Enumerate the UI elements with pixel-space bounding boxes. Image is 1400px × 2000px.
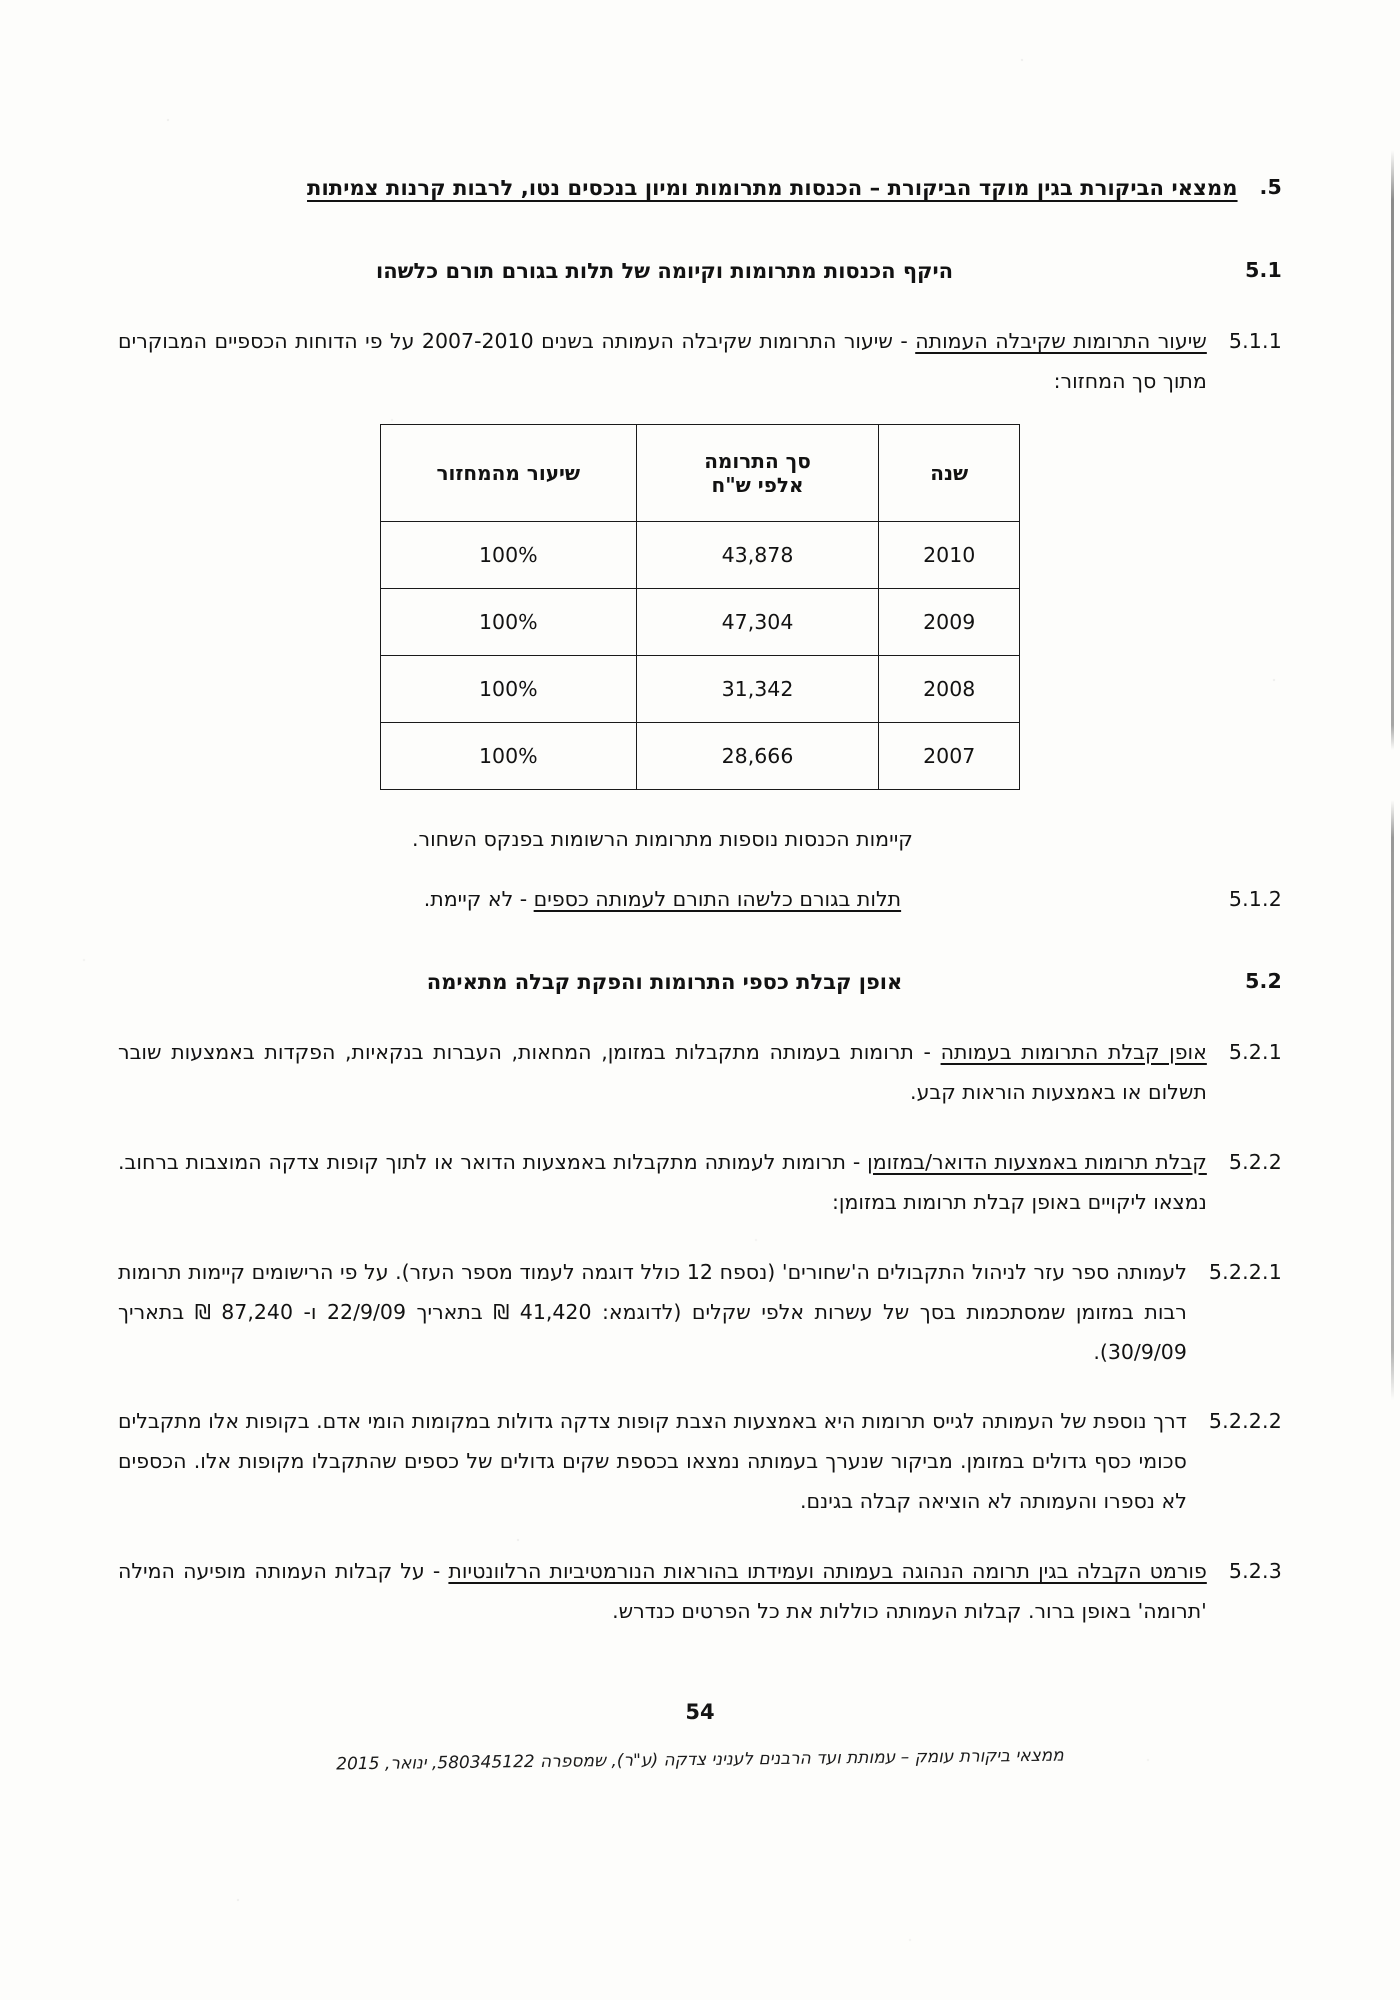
- th-sum: [636, 424, 879, 521]
- cell-year: 2008: [879, 655, 1020, 722]
- table-row: [381, 521, 1020, 588]
- paragraph-number-5-2-2: 5.2.2: [1228, 1149, 1282, 1174]
- donations-table-head: [381, 424, 1020, 521]
- paragraph-text-5-1-2: - לא קיימת.: [423, 886, 534, 911]
- paragraph-text-5-2-2: - תרומות לעמותה מתקבלות באמצעות הדואר או לתוך קופות צדקה המוצבות ברחוב. נמצאו ליקויים באופן קבלת תרומות במזומן:: [118, 1149, 1207, 1214]
- paragraph-5-2-2-1: [118, 1253, 1282, 1373]
- cell-sum: 43,878: [636, 521, 879, 588]
- section-number-5: .5: [1259, 175, 1282, 199]
- cell-share: 100%: [381, 722, 637, 789]
- paragraph-text-5-2-2-2: דרך נוספת של העמותה לגייס תרומות היא באמצעות הצבת קופות צדקה גדולות במקומות הומי אדם. בקופות אלו מתקבלים סכומי כסף גדולים במזומן. מביקור שנערך בעמותה נמצאו בכספת שקים גדולים של כספים שהתקבלו מקופות אלו. הכספים לא נספרו והעמותה לא הוציאה קבלה בגינם.: [118, 1409, 1187, 1514]
- paragraph-lead-5-1-1: שיעור התרומות שקיבלה העמותה: [915, 328, 1207, 353]
- paragraph-lead-5-2-3: פורמט הקבלה בגין תרומה הנהוגה בעמותה ועמידתו בהוראות הנורמטיביות הרלוונטיות: [448, 1559, 1207, 1584]
- footer-note: ממצאי ביקורת עומק – עמותת ועד הרבנים לעניני צדקה (ע"ר), שמספרה 580345122, ינואר, 2015: [336, 1745, 1064, 1775]
- paragraph-body-5-2-3: [118, 1552, 1207, 1632]
- paragraph-body-5-2-1: [118, 1033, 1207, 1113]
- paragraph-lead-5-2-2: קבלת תרומות באמצעות הדואר/במזומן: [867, 1149, 1207, 1174]
- page-footer: [0, 1700, 1400, 1775]
- paragraph-body-5-2-2: [118, 1143, 1207, 1223]
- section-heading-5-2: [118, 962, 1282, 1003]
- table-row: [381, 588, 1020, 655]
- th-sum-line1: סך התרומה: [704, 448, 811, 473]
- paragraph-number-5-1-2: 5.1.2: [1228, 886, 1282, 911]
- paragraph-lead-5-1-2: תלות בגורם כלשהו התורם לעמותה כספים: [533, 886, 902, 911]
- document-content: [118, 168, 1282, 1632]
- cell-sum: 31,342: [636, 655, 879, 722]
- scan-edge-artifact: [1391, 150, 1394, 1400]
- cell-sum: 47,304: [636, 588, 879, 655]
- paragraph-5-1-1: [118, 322, 1282, 402]
- paragraph-5-2-2: [118, 1143, 1282, 1223]
- cell-share: 100%: [381, 521, 637, 588]
- paragraph-number-5-2-2-1: 5.2.2.1: [1208, 1259, 1282, 1284]
- table-header-row: [381, 424, 1020, 521]
- paragraph-5-1-2: [118, 880, 1282, 920]
- cell-share: 100%: [381, 588, 637, 655]
- section-heading-5: [118, 168, 1282, 209]
- donations-table-body: [381, 521, 1020, 789]
- cell-year: 2010: [879, 521, 1020, 588]
- section-number-5-2: 5.2: [1245, 968, 1282, 993]
- section-number-5-1: 5.1: [1245, 257, 1282, 282]
- cell-share: 100%: [381, 655, 637, 722]
- paragraph-after-table: [118, 820, 1282, 860]
- th-year: שנה: [879, 424, 1020, 521]
- paragraph-text-5-2-1: - תרומות בעמותה מתקבלות במזומן, המחאות, העברות בנקאיות, הפקדות באמצעות שובר תשלום או באמצעות הוראות קבע.: [118, 1039, 1207, 1104]
- paragraph-number-5-2-1: 5.2.1: [1228, 1039, 1282, 1064]
- paragraph-5-2-3: [118, 1552, 1282, 1632]
- paragraph-5-2-2-2: [118, 1402, 1282, 1522]
- donations-table-wrapper: [380, 424, 1020, 790]
- th-share: שיעור מהמחזור: [381, 424, 637, 521]
- donations-table: [380, 424, 1020, 790]
- paragraph-5-2-1: [118, 1033, 1282, 1113]
- paragraph-number-5-2-3: 5.2.3: [1228, 1559, 1282, 1584]
- paragraph-text-5-2-2-1: לעמותה ספר עזר לניהול התקבולים ה'שחורים' (נספח 12 כולל דוגמה לעמוד מספר העזר). על פי הרישומים קיימות תרומות רבות במזומן שמסתכמות בסך של עשרות אלפי שקלים (לדוגמא: 41,420 ₪ בתאריך 22/9/09 ו- 87,240 ₪ בתאריך 30/9/09).: [118, 1259, 1187, 1364]
- paragraph-body-5-1-1: [118, 322, 1207, 402]
- section-heading-5-1: [118, 251, 1282, 292]
- page-number: 54: [685, 1700, 715, 1724]
- paragraph-text-5-1-1: - שיעור התרומות שקיבלה העמותה בשנים 2007-2010 על פי הדוחות הכספיים המבוקרים מתוך סך המחזור:: [118, 328, 1207, 393]
- table-row: [381, 722, 1020, 789]
- section-title-5-1: היקף הכנסות מתרומות וקיומה של תלות בגורם תורם כלשהו: [375, 258, 954, 283]
- table-row: [381, 655, 1020, 722]
- paragraph-body-5-1-2: [118, 880, 1207, 920]
- cell-sum: 28,666: [636, 722, 879, 789]
- th-sum-line2: אלפי ש"ח: [711, 472, 804, 497]
- after-table-note: קיימות הכנסות נוספות מתרומות הרשומות בפנקס השחור.: [411, 826, 913, 851]
- paragraph-lead-5-2-1: אופן קבלת התרומות בעמותה: [940, 1039, 1207, 1064]
- cell-year: 2009: [879, 588, 1020, 655]
- paragraph-number-5-1-1: 5.1.1: [1228, 328, 1282, 353]
- section-title-5-2: אופן קבלת כספי התרומות והפקת קבלה מתאימה: [426, 969, 903, 994]
- paragraph-number-5-2-2-2: 5.2.2.2: [1208, 1409, 1282, 1434]
- paragraph-text-5-2-3: - על קבלות העמותה מופיעה המילה 'תרומה' באופן ברור. קבלות העמותה כוללות את כל הפרטים כנדרש.: [118, 1559, 1207, 1624]
- section-title-5: ממצאי הביקורת בגין מוקד הביקורת – הכנסות מתרומות ומיון בנכסים נטו, לרבות קרנות צמיתות: [307, 176, 1238, 200]
- cell-year: 2007: [879, 722, 1020, 789]
